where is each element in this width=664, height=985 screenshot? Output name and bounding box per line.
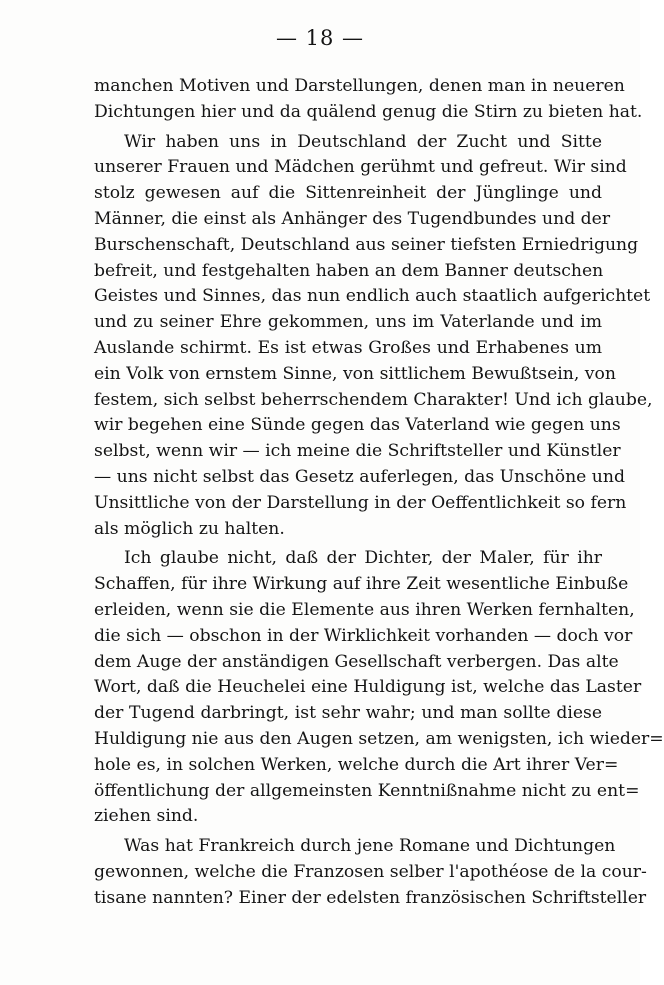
text-line: und zu seiner Ehre gekommen, uns im Vaterlande und im — [94, 312, 602, 333]
text-line: Unsittliche von der Darstellung in der Oeffentlichkeit so fern — [94, 492, 627, 513]
text-line: die sich — obschon in der Wirklichkeit vorhanden — doch vor — [94, 625, 633, 646]
paragraph — [94, 130, 653, 543]
text-line: Männer, die einst als Anhänger des Tugendbundes und der — [94, 208, 611, 229]
text-line: selbst, wenn wir — ich meine die Schriftsteller und Künstler — [94, 441, 621, 462]
text-line: als möglich zu halten. — [94, 518, 285, 539]
text-line: ziehen sind. — [94, 806, 199, 827]
text-line: befreit, und festgehalten haben an dem Banner deutschen — [94, 260, 604, 281]
text-line: Wir haben uns in Deutschland der Zucht und Sitte — [124, 131, 602, 152]
text-line: Burschenschaft, Deutschland aus seiner tiefsten Erniedrigung — [94, 234, 639, 255]
text-line: hole es, in solchen Werken, welche durch die Art ihrer Ver= — [94, 754, 619, 775]
text-line: Huldigung nie aus den Augen setzen, am wenigsten, ich wieder= — [94, 728, 664, 749]
text-line: öffentlichung der allgemeinsten Kenntnißnahme nicht zu ent= — [94, 780, 640, 801]
text-line: Was hat Frankreich durch jene Romane und Dichtungen — [124, 836, 616, 857]
text-line: erleiden, wenn sie die Elemente aus ihren Werken fernhalten, — [94, 599, 635, 620]
text-line: dem Auge der anständigen Gesellschaft verbergen. Das alte — [94, 651, 619, 672]
paragraph — [94, 74, 643, 126]
page-number: — 18 — — [275, 26, 365, 50]
text-line: der Tugend darbringt, ist sehr wahr; und man sollte diese — [94, 703, 602, 724]
text-line: Auslande schirmt. Es ist etwas Großes und Erhabenes um — [94, 337, 602, 358]
text-line: unserer Frauen und Mädchen gerühmt und gefreut. Wir sind — [94, 157, 627, 178]
paragraph — [94, 546, 664, 830]
text-line: ein Volk von ernstem Sinne, von sittlichem Bewußtsein, von — [94, 363, 616, 384]
text-line: Geistes und Sinnes, das nun endlich auch staatlich aufgerichtet — [94, 286, 651, 307]
text-line: stolz gewesen auf die Sittenreinheit der Jünglinge und — [94, 183, 602, 204]
text-line: tisane nannten? Einer der edelsten französischen Schriftsteller — [94, 887, 647, 908]
text-line: Wort, daß die Heuchelei eine Huldigung ist, welche das Laster — [94, 677, 642, 698]
text-line: Dichtungen hier und da quälend genug die Stirn zu bieten hat. — [94, 101, 643, 122]
text-line: Ich glaube nicht, daß der Dichter, der Maler, für ihr — [124, 548, 602, 569]
paragraph — [94, 834, 647, 911]
text-line: gewonnen, welche die Franzosen selber l'apothéose de la cour- — [94, 861, 647, 882]
body-text — [94, 74, 664, 912]
text-line: manchen Motiven und Darstellungen, denen man in neueren — [94, 76, 625, 96]
text-line: Schaffen, für ihre Wirkung auf ihre Zeit wesentliche Einbuße — [94, 574, 629, 595]
text-line: — uns nicht selbst das Gesetz auferlegen, das Unschöne und — [94, 466, 625, 487]
text-line: festem, sich selbst beherrschendem Charakter! Und ich glaube, — [94, 389, 653, 410]
text-line: wir begehen eine Sünde gegen das Vaterland wie gegen uns — [94, 415, 621, 436]
